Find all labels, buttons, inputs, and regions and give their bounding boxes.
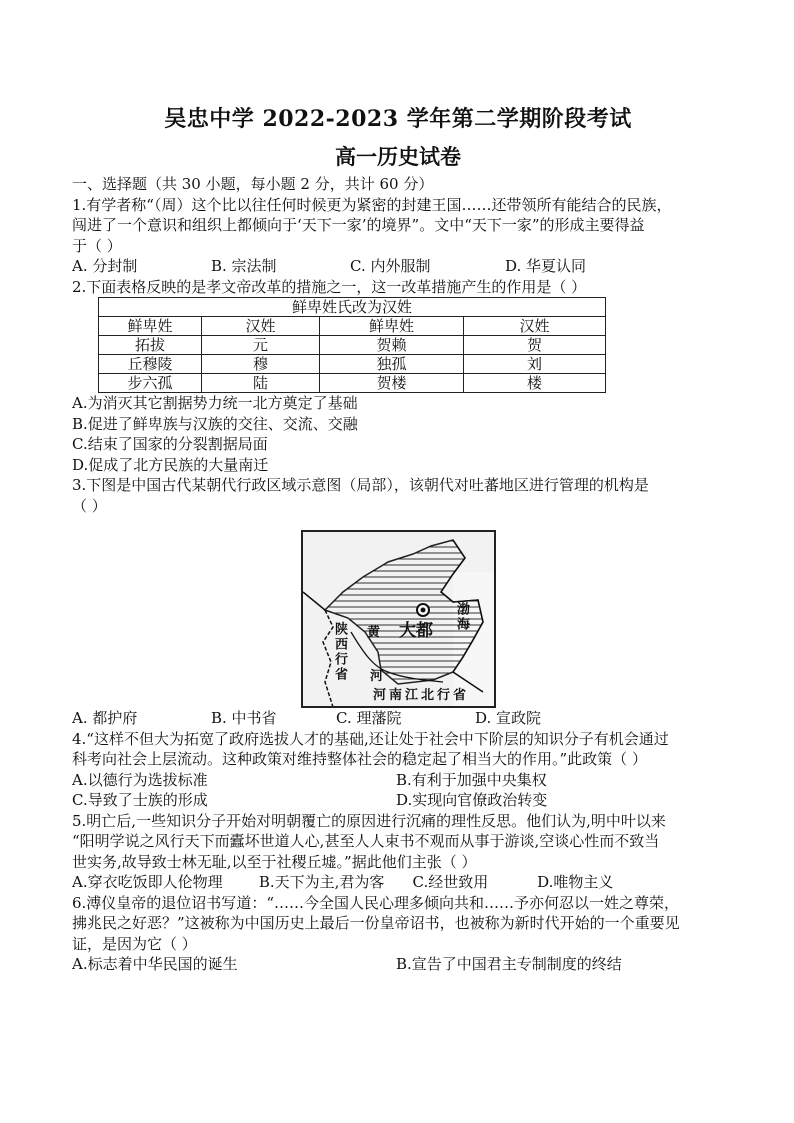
question-5 xyxy=(72,811,724,893)
table-cell: 贺 xyxy=(464,336,606,355)
exam-page xyxy=(72,100,724,975)
q4-line-2: 科考向社会上层流动。这种政策对维持整体社会的稳定起了相当大的作用。”此政策（ ） xyxy=(72,750,647,768)
question-1 xyxy=(72,195,724,277)
q3-line-1: 3.下图是中国古代某朝代行政区域示意图（局部），该朝代对吐蕃地区进行管理的机构是 xyxy=(72,476,649,494)
question-3 xyxy=(72,475,724,729)
q1-option-b[interactable]: B. 宗法制 xyxy=(211,257,277,275)
map-label-river-b: 河 xyxy=(370,669,384,684)
table-header-cell: 鲜卑姓 xyxy=(99,317,202,336)
q2-stem: 2.下面表格反映的是孝文帝改革的措施之一，这一改革措施产生的作用是（ ） xyxy=(72,277,587,296)
table-cell: 陆 xyxy=(202,374,320,393)
q4-option-b[interactable]: B.有利于加强中央集权 xyxy=(396,770,547,789)
table-cell: 楼 xyxy=(464,374,606,393)
q5-line-2: “阳明学说之风行天下而蠹坏世道人心,甚至人人束书不观而从事于游谈,空谈心性而不致当 xyxy=(72,832,660,850)
q4-option-a[interactable]: A.以德行为选拔标准 xyxy=(72,770,208,789)
map-label-henan: 河南江北行省 xyxy=(373,688,470,703)
question-4 xyxy=(72,729,724,811)
table-cell: 贺赖 xyxy=(320,336,464,355)
table-row xyxy=(99,336,606,355)
q6-option-b[interactable]: B.宣告了中国君主专制制度的终结 xyxy=(396,955,622,973)
table-cell: 元 xyxy=(202,336,320,355)
q6-line-2: 拂兆民之好恶？”这被称为中国历史上最后一份皇帝诏书，也被称为新时代开始的一个重要见 xyxy=(72,914,680,932)
table-cell: 独孤 xyxy=(320,355,464,374)
q5-option-d[interactable]: D.唯物主义 xyxy=(537,873,614,891)
table-header-cell: 鲜卑姓 xyxy=(320,317,464,336)
table-cell: 穆 xyxy=(202,355,320,374)
section-heading: 一、选择题（共 30 小题，每小题 2 分，共计 60 分） xyxy=(72,175,434,193)
q5-option-c[interactable]: C.经世致用 xyxy=(412,873,489,891)
q1-line-3: 于（ ） xyxy=(72,236,122,255)
table-header-cell: 汉姓 xyxy=(202,317,320,336)
q2-option-c[interactable]: C.结束了国家的分裂割据局面 xyxy=(72,435,268,453)
q3-option-c[interactable]: C. 理藩院 xyxy=(336,709,402,727)
q6-options xyxy=(72,954,724,975)
q4-options-row-1 xyxy=(72,770,724,791)
q3-line-2: （ ） xyxy=(72,496,107,515)
table-row xyxy=(99,355,606,374)
q3-option-b[interactable]: B. 中书省 xyxy=(211,709,277,727)
map-label-sea: 渤海 xyxy=(454,602,469,632)
q1-line-1: 1.有学者称“（周）这个比以往任何时候更为紧密的封建王国……还带领所有能结合的民族， xyxy=(72,195,672,214)
table-cell: 丘穆陵 xyxy=(99,355,202,374)
table-cell: 刘 xyxy=(464,355,606,374)
table-cell: 步六孤 xyxy=(99,374,202,393)
exam-subtitle: 高一历史试卷 xyxy=(335,144,461,169)
exam-title: 吴忠中学 2022-2023 学年第二学期阶段考试 xyxy=(164,106,632,132)
map-label-shaanxi: 陕西行省 xyxy=(332,622,347,682)
q1-option-c[interactable]: C. 内外服制 xyxy=(350,257,431,275)
q4-options-row-2 xyxy=(72,790,724,811)
q2-option-b[interactable]: B.促进了鲜卑族与汉族的交往、交流、交融 xyxy=(72,414,358,433)
q3-option-a[interactable]: A. 都护府 xyxy=(72,709,138,727)
q4-line-1: 4.“这样不但大为拓宽了政府选拔人才的基础,还让处于社会中下阶层的知识分子有机会通过 xyxy=(72,729,669,748)
q5-option-a[interactable]: A.穿衣吃饭即人伦物理 xyxy=(72,873,223,891)
question-2 xyxy=(72,277,724,476)
q1-option-d[interactable]: D. 华夏认同 xyxy=(505,257,587,275)
table-cell: 贺楼 xyxy=(320,374,464,393)
q1-line-2: 闯进了一个意识和组织上都倾向于‘天下一家’的境界”。文中“天下一家”的形成主要得益 xyxy=(72,216,645,234)
q1-option-a[interactable]: A. 分封制 xyxy=(72,257,138,275)
q4-option-c[interactable]: C.导致了士族的形成 xyxy=(72,791,208,809)
table-header-cell: 汉姓 xyxy=(464,317,606,336)
q1-options xyxy=(72,256,724,277)
yuan-map xyxy=(301,530,496,708)
map-label-capital: 大都 xyxy=(399,621,433,641)
q5-line-1: 5.明亡后,一些知识分子开始对明朝覆亡的原因进行沉痛的理性反思。他们认为,明中叶以来 xyxy=(72,811,666,830)
q6-line-3: 证，是因为它（ ） xyxy=(72,934,197,953)
q2-option-a[interactable]: A.为消灭其它割据势力统一北方奠定了基础 xyxy=(72,394,358,412)
q5-line-3: 世实务,故导致士林无耻,以至于社稷丘墟。”据此他们主张（ ） xyxy=(72,852,477,871)
q5-option-b[interactable]: B.天下为主,君为客 xyxy=(258,873,385,891)
map-label-river-a: 黄 xyxy=(367,625,381,640)
q5-options xyxy=(72,872,724,893)
q6-option-a[interactable]: A.标志着中华民国的诞生 xyxy=(72,955,238,973)
q3-option-d[interactable]: D. 宣政院 xyxy=(475,709,542,727)
table-caption: 鲜卑姓氏改为汉姓 xyxy=(99,298,606,317)
q4-option-d[interactable]: D.实现向官僚政治转变 xyxy=(396,791,548,809)
q6-line-1: 6.溥仪皇帝的退位诏书写道：“……今全国人民心理多倾向共和……予亦何忍以一姓之尊荣， xyxy=(72,893,679,912)
table-row xyxy=(99,374,606,393)
surname-table xyxy=(98,297,606,393)
q2-option-d[interactable]: D.促成了北方民族的大量南迁 xyxy=(72,455,269,474)
table-header-row xyxy=(99,317,606,336)
q3-options xyxy=(72,708,724,729)
question-6 xyxy=(72,893,724,975)
table-cell: 拓拔 xyxy=(99,336,202,355)
